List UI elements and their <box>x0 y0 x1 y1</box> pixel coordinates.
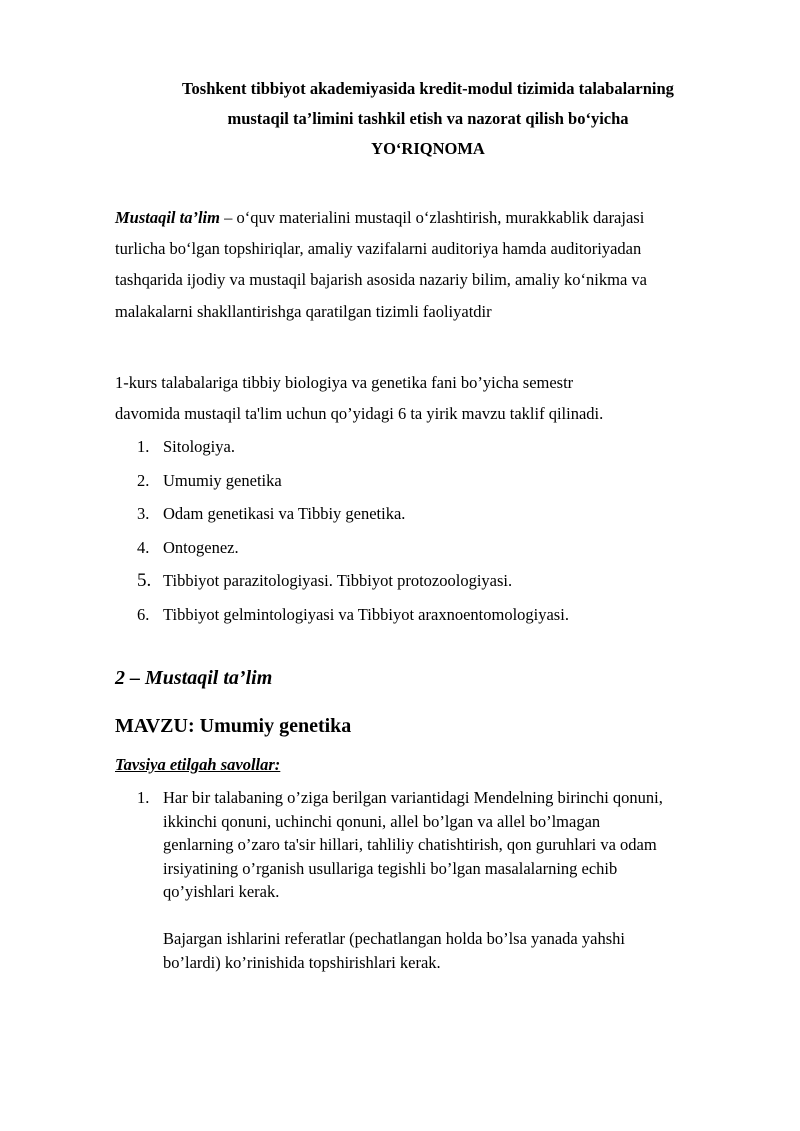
question-note <box>163 927 763 974</box>
title-line-2: mustaqil ta’limini tashkil etish va nazorat qilish bo‘yicha <box>227 109 629 128</box>
list-item-text: Tibbiyot parazitologiyasi. Tibbiyot protozoologiyasi. <box>163 571 513 590</box>
definition-paragraph <box>115 202 735 327</box>
list-item-text: Odam genetikasi va Tibbiy genetika. <box>163 504 406 523</box>
question-line: qo’yishlari kerak. <box>163 882 280 901</box>
question-note-line: bo’lardi) ko’rinishida topshirishlari kerak. <box>163 952 441 972</box>
intro-line-2: davomida mustaqil ta'lim uchun qo’yidagi 6 ta yirik mavzu taklif qilinadi. <box>115 404 604 423</box>
intro-paragraph <box>115 367 735 429</box>
question-note-line: Bajargan ishlarini referatlar (pechatlangan holda bo’lsa yanada yahshi <box>163 929 625 948</box>
list-item <box>115 598 735 632</box>
list-item-number: 1. <box>137 437 150 456</box>
definition-line-1-text: – o‘quv materialini mustaqil o‘zlashtirish, murakkablik darajasi <box>219 208 645 227</box>
list-item <box>115 497 735 531</box>
list-item-number: 2. <box>137 470 150 490</box>
list-item-text: Tibbiyot gelmintologiyasi va Tibbiyot araxnoentomologiyasi. <box>163 604 569 624</box>
list-item-text: Sitologiya. <box>163 437 235 456</box>
definition-line-4: malakalarni shakllantirishga qaratilgan tizimli faoliyatdir <box>115 301 492 321</box>
definition-term: Mustaqil ta’lim <box>115 208 220 227</box>
list-item-text: Umumiy genetika <box>163 470 282 490</box>
list-item-number: 3. <box>137 504 150 523</box>
question-number: 1. <box>137 788 150 807</box>
topic-list <box>115 430 735 631</box>
question-line: irsiyatining o’rganish usullariga tegishli bo’lgan masalalarning echib <box>163 858 618 878</box>
definition-line-1 <box>115 202 735 233</box>
list-item <box>115 464 735 498</box>
list-item <box>115 531 735 565</box>
question-item <box>163 786 763 974</box>
definition-line-2: turlicha bo‘lgan topshiriqlar, amaliy vazifalarni auditoriya hamda auditoriyadan <box>115 239 642 259</box>
list-item-text: Ontogenez. <box>163 537 239 557</box>
question-line: ikkinchi qonuni, uchinchi qonuni, allel bo’lgan va allel bo’lmagan <box>163 811 601 831</box>
list-item <box>115 430 735 464</box>
question-line: Har bir talabaning o’ziga berilgan variantidagi Mendelning birinchi qonuni, <box>163 788 663 807</box>
section-title: 2 – Mustaqil ta’lim <box>115 667 273 689</box>
topic-heading: MAVZU: Umumiy genetika <box>115 715 352 737</box>
definition-line-3: tashqarida ijodiy va mustaqil bajarish asosida nazariy bilim, amaliy ko‘nikma va <box>115 270 647 290</box>
intro-line-1: 1-kurs talabalariga tibbiy biologiya va genetika fani bo’yicha semestr <box>115 373 574 392</box>
list-item-number: 4. <box>137 537 150 557</box>
question-line: genlarning o’zaro ta'sir hillari, tahliliy chatishtirish, qon guruhlari va odam <box>163 835 657 854</box>
title-line-3: YO‘RIQNOMA <box>371 139 485 158</box>
list-item-number: 5. <box>137 570 152 591</box>
list-item-number: 6. <box>137 604 150 624</box>
list-item <box>115 564 735 598</box>
document-title <box>115 74 741 164</box>
title-line-1: Toshkent tibbiyot akademiyasida kredit-modul tizimida talabalarning <box>182 79 674 98</box>
questions-label: Tavsiya etilgah savollar: <box>115 755 281 774</box>
